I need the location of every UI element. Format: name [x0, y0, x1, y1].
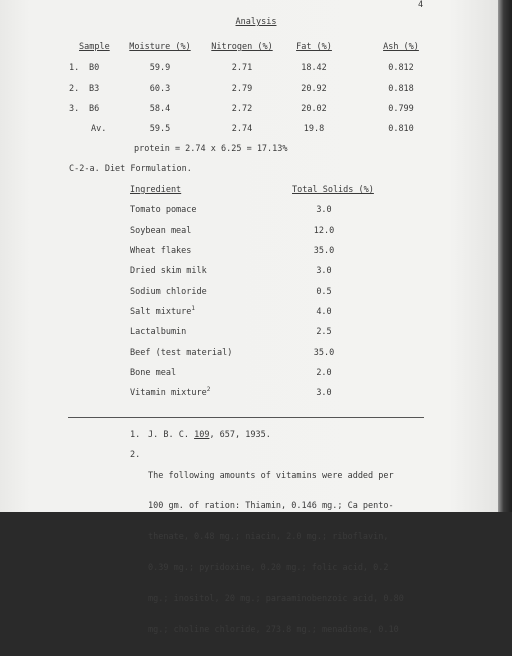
protein-note: protein = 2.74 x 6.25 = 17.13%	[134, 144, 288, 154]
row-nitrogen: 2.72	[231, 104, 253, 114]
footnote-line: mg.; inositol, 20 mg.; paraaminobenzoic acid, 0.80	[148, 594, 404, 605]
ingredient-value: 3.0	[316, 388, 332, 398]
footnote-1-text: J. B. C. 109, 657, 1935.	[148, 430, 271, 440]
row-nitrogen: 2.79	[231, 84, 253, 94]
row-ash: 0.818	[388, 84, 414, 94]
ingredient-name: Dried skim milk	[130, 266, 207, 276]
row-nitrogen: 2.71	[231, 63, 253, 73]
footnote-line: The following amounts of vitamins were added per	[148, 470, 394, 481]
row-index: 2.	[69, 84, 80, 94]
footnote-2-number: 2.	[130, 450, 141, 460]
header-total-solids: Total Solids (%)	[292, 185, 374, 195]
footnote-line: 100 gm. of ration: Thiamin, 0.146 mg.; Ca pento-	[148, 501, 394, 512]
footnote-ref: 1	[191, 305, 196, 312]
row-ash: 0.812	[388, 63, 414, 73]
header-fat: Fat (%)	[296, 42, 332, 52]
header-moisture: Moisture (%)	[129, 42, 191, 52]
row-sample: B3	[89, 84, 100, 94]
ingredient-value: 4.0	[316, 307, 332, 317]
row-moisture: 60.3	[149, 84, 171, 94]
row-index: 3.	[69, 104, 80, 114]
header-ash: Ash (%)	[383, 42, 419, 52]
ingredient-value: 35.0	[313, 246, 335, 256]
ingredient-value: 3.0	[316, 266, 332, 276]
footnote-rule	[68, 417, 424, 418]
scan-edge-shadow	[498, 0, 512, 512]
ingredient-name: Salt mixture$^1$	[130, 305, 196, 317]
ingredient-value: 0.5	[316, 287, 332, 297]
row-moisture: 58.4	[149, 104, 171, 114]
footnote-ref: 2	[206, 386, 211, 393]
row-nitrogen: 2.74	[231, 124, 253, 134]
row-index: 1.	[69, 63, 80, 73]
ingredient-name: Wheat flakes	[130, 246, 192, 256]
row-moisture: 59.5	[149, 124, 171, 134]
ingredient-name: Bone meal	[130, 368, 177, 378]
row-fat: 18.42	[301, 63, 327, 73]
ingredient-value: 2.0	[316, 368, 332, 378]
row-moisture: 59.9	[149, 63, 171, 73]
row-ash: 0.799	[388, 104, 414, 114]
ingredient-name: Lactalbumin	[130, 327, 187, 337]
footnote-line: 0.39 mg.; pyridoxine, 0.20 mg.; folic acid, 0.2	[148, 563, 389, 574]
header-sample: Sample	[79, 42, 110, 52]
row-fat: 20.92	[301, 84, 327, 94]
ingredient-name: Sodium chloride	[130, 287, 207, 297]
footnote-line: mg.; choline chloride, 273.8 mg.; menadione, 0.10	[148, 625, 399, 636]
footnote-line: thenate, 0.48 mg.; niacin, 2.0 mg.; riboflavin,	[148, 532, 389, 543]
footnote-2-text	[148, 450, 438, 656]
ingredient-name: Vitamin mixture$^2$	[130, 386, 211, 398]
row-sample: B6	[89, 104, 100, 114]
header-ingredient: Ingredient	[130, 185, 182, 195]
ingredient-value: 2.5	[316, 327, 332, 337]
ingredient-name: Beef (test material)	[130, 348, 233, 358]
ingredient-value: 35.0	[313, 348, 335, 358]
ingredient-value: 3.0	[316, 205, 332, 215]
row-fat: 19.8	[303, 124, 325, 134]
row-fat: 20.02	[301, 104, 327, 114]
ingredient-name: Soybean meal	[130, 226, 192, 236]
analysis-title: Analysis	[235, 17, 277, 27]
footnote-1-number: 1.	[130, 430, 141, 440]
row-sample: Av.	[91, 124, 107, 134]
header-nitrogen: Nitrogen (%)	[211, 42, 273, 52]
page-number: 4	[418, 0, 424, 10]
row-sample: B0	[89, 63, 100, 73]
row-ash: 0.810	[388, 124, 414, 134]
diet-heading: C-2-a. Diet Formulation.	[69, 164, 192, 174]
ingredient-value: 12.0	[313, 226, 335, 236]
ingredient-name: Tomato pomace	[130, 205, 197, 215]
